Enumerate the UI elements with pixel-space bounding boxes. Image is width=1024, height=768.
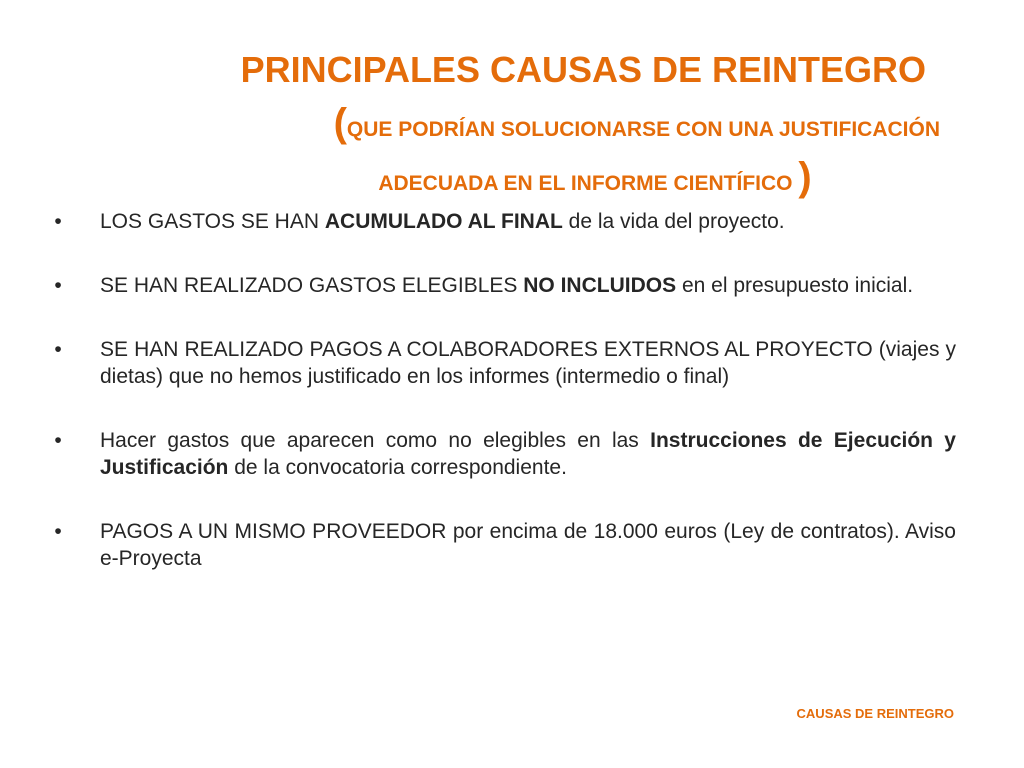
bullet-text-pre: LOS GASTOS SE HAN: [100, 210, 325, 233]
title-line-subtitle-1: [90, 96, 970, 157]
bullet-text: [100, 274, 913, 297]
slide-title: [90, 44, 970, 204]
title-subtitle-text-1: QUE PODRÍAN SOLUCIONARSE CON UNA JUSTIFICACIÓN: [346, 118, 940, 141]
title-line-main: PRINCIPALES CAUSAS DE REINTEGRO: [240, 49, 926, 90]
bullet-text-bold: NO INCLUIDOS: [523, 274, 677, 297]
bullet-item: [48, 272, 956, 299]
bullet-item: [48, 336, 956, 390]
bullet-dot-icon: •: [54, 520, 62, 543]
bullet-list: [48, 208, 980, 609]
title-open-paren: (: [333, 101, 347, 145]
title-close-paren: ): [798, 155, 812, 199]
bullet-item: [48, 518, 956, 572]
bullet-text-pre: Hacer gastos que aparecen como no elegibles en las: [100, 429, 651, 452]
bullet-text-pre: SE HAN REALIZADO GASTOS ELEGIBLES: [100, 274, 524, 297]
bullet-text: [100, 210, 785, 233]
title-line-subtitle-2: [90, 157, 970, 204]
bullet-text-bold: Instrucciones de Ejecución y Justificación: [100, 429, 980, 479]
bullet-text: PAGOS A UN MISMO PROVEEDOR por encima de 18.000 euros (Ley de contratos). Aviso e-Proyecta: [100, 520, 956, 570]
bullet-text-post: en el presupuesto inicial.: [676, 274, 914, 297]
bullet-text-post: de la vida del proyecto.: [562, 210, 785, 233]
bullet-text: SE HAN REALIZADO PAGOS A COLABORADORES EXTERNOS AL PROYECTO (viajes y dietas) que no hemos justificado en los informes (intermedio o final): [100, 338, 956, 388]
bullet-item: [48, 208, 956, 235]
bullet-dot-icon: •: [54, 274, 62, 297]
bullet-text-bold: ACUMULADO AL FINAL: [324, 210, 563, 233]
bullet-text-post: de la convocatoria correspondiente.: [228, 456, 567, 479]
bullet-dot-icon: •: [54, 210, 62, 233]
bullet-text: [100, 429, 979, 479]
title-subtitle-text-2: ADECUADA EN EL INFORME CIENTÍFICO: [378, 172, 799, 195]
bullet-item: [48, 427, 980, 481]
bullet-dot-icon: •: [54, 429, 62, 452]
footer-label: CAUSAS DE REINTEGRO: [796, 706, 954, 721]
bullet-dot-icon: •: [54, 338, 62, 361]
